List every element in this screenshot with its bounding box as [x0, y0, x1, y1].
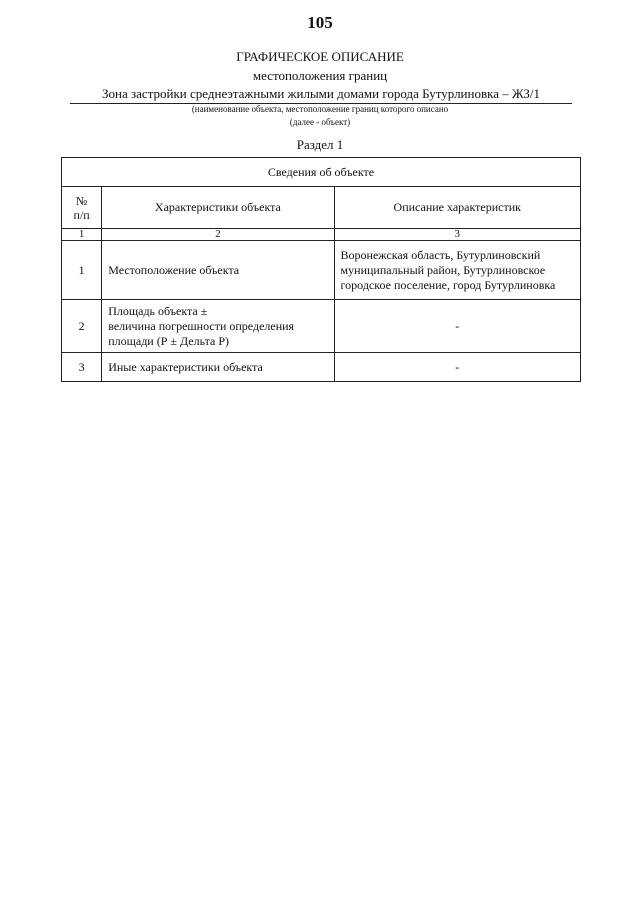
row-description: -: [334, 353, 580, 382]
table-row: [62, 241, 581, 300]
document-title: ГРАФИЧЕСКОЕ ОПИСАНИЕ: [236, 49, 404, 64]
page-number: 105: [307, 13, 333, 32]
column-header-number: [62, 187, 102, 229]
column-number: 1: [62, 229, 102, 241]
column-header-characteristics: Характеристики объекта: [102, 187, 334, 229]
column-header-number-line2: п/п: [73, 207, 90, 222]
row-characteristic: Иные характеристики объекта: [102, 353, 334, 382]
column-number: 2: [102, 229, 334, 241]
row-characteristic-line1: Площадь объекта ±: [108, 303, 208, 318]
column-number: 3: [334, 229, 580, 241]
table-header-row: [62, 187, 581, 229]
object-name-caption-line2: (далее - объект): [289, 117, 351, 127]
table-title: Сведения об объекте: [62, 158, 581, 187]
section-title: Раздел 1: [296, 137, 344, 152]
document-subtitle: местоположения границ: [252, 68, 388, 83]
row-number: 1: [62, 241, 102, 300]
column-numbers-row: [62, 229, 581, 241]
column-header-description: Описание характеристик: [334, 187, 580, 229]
object-name-caption-line1: (наименование объекта, местоположение границ которого описано: [191, 104, 449, 114]
row-characteristic: [102, 300, 334, 353]
row-number: 3: [62, 353, 102, 382]
object-info-table: [61, 157, 581, 382]
row-characteristic-line2: величина погрешности определения площади (Р ± Дельта Р): [108, 318, 295, 348]
row-description: Воронежская область, Бутурлиновский муниципальный район, Бутурлиновское городское поселение, город Бутурлиновка: [334, 241, 580, 300]
row-number: 2: [62, 300, 102, 353]
table-row: [62, 300, 581, 353]
row-description: -: [334, 300, 580, 353]
table-title-row: [62, 158, 581, 187]
column-header-number-line1: №: [75, 193, 88, 208]
table-row: [62, 353, 581, 382]
object-name: Зона застройки среднеэтажными жилыми домами города Бутурлиновка – ЖЗ/1: [70, 86, 572, 104]
row-characteristic: Местоположение объекта: [102, 241, 334, 300]
